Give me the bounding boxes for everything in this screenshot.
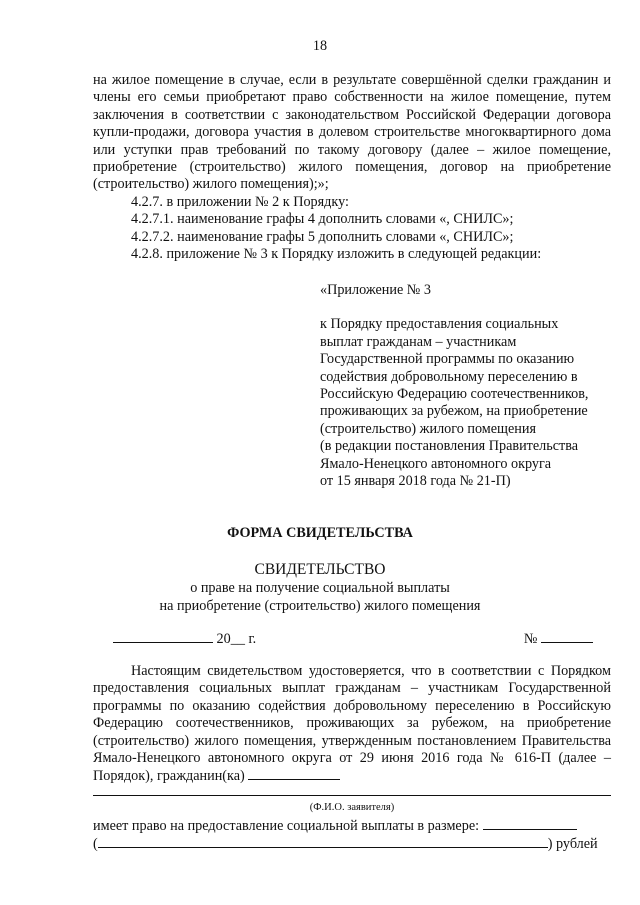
recipient-blank-line [248,767,340,780]
item-4-2-7: 4.2.7. в приложении № 2 к Порядку: [131,193,349,210]
amount-blank-line [483,817,577,830]
item-4-2-7-1: 4.2.7.1. наименование графы 4 дополнить словами «, СНИЛС»; [131,211,514,228]
amount-open-paren: ( [93,836,98,852]
appendix-line: Государственной программы по оказанию [320,351,575,368]
amount-rubles-text: ) рублей [547,836,598,852]
appendix-line: содействия добровольному переселению в [320,368,578,385]
certificate-paragraph-body: Настоящим свидетельством удостоверяется, что в соответствии с Порядком предоставления социальных выплат гражданам – участникам Государственной программы по оказанию содействия добровольному переселению в Российскую Федерацию соотечественников, проживающих за рубежом, на приобретение (строительство) жилого помещения, утвержденным постановлением Правительства Ямало-Ненецкого автономного округа от 29 июня 2016 года № 616-П (далее – Порядок), гражданин(ка) [93,663,611,785]
appendix-line: к Порядку предоставления социальных [320,316,559,333]
appendix-line: (строительство) жилого помещения [320,420,536,437]
appendix-line: от 15 января 2018 года № 21-П) [320,473,511,490]
certificate-subtitle-1: о праве на получение социальной выплаты [190,580,450,597]
date-blank-line [113,630,213,643]
fio-blank-line [93,795,611,796]
amount-line-2 [93,835,611,853]
appendix-line: Российскую Федерацию соотечественников, [320,386,589,403]
number-label: № [523,631,538,647]
certificate-title: СВИДЕТЕЛЬСТВО [254,561,386,578]
amount-line-1 [93,817,611,835]
appendix-header [320,282,620,490]
appendix-line: (в редакции постановления Правительства [320,438,579,455]
page-number: 18 [312,38,328,54]
certificate-number-field [524,630,593,648]
date-year-text: 20__ г. [216,631,257,647]
amount-label: имеет право на предоставление социальной выплаты в размере: [93,818,480,834]
item-4-2-7-2: 4.2.7.2. наименование графы 5 дополнить словами «, СНИЛС»; [131,228,514,245]
body-text-block [93,72,611,263]
amount-block [93,817,611,853]
certificate-paragraph-text [93,663,611,786]
amount-words-blank-line [98,835,548,848]
date-number-row [113,630,593,648]
certificate-heading [0,561,640,615]
fio-caption: (Ф.И.О. заявителя) [309,802,395,813]
intro-paragraph: на жилое помещение в случае, если в результате совершённой сделки гражданин и члены его семьи приобретают право собственности на жилое помещение, путем заключения в соответствии с законодательством Российской Федерации договора купли-продажи, договора участия в долевом строительстве многоквартирного дома или уступки прав требований по такому договору (далее – жилое помещение, приобретение (строительство) жилого помещения, договор на приобретение (строительство) жилого помещения);»; [93,72,611,193]
appendix-line: выплат гражданам – участникам [320,333,517,350]
appendix-line: проживающих за рубежом, на приобретение [320,403,588,420]
item-4-2-8: 4.2.8. приложение № 3 к Порядку изложить в следующей редакции: [131,246,542,263]
appendix-line: Ямало-Ненецкого автономного округа [320,455,552,472]
appendix-heading: «Приложение № 3 [320,282,431,298]
certificate-subtitle-2: на приобретение (строительство) жилого помещения [159,597,481,614]
form-title: ФОРМА СВИДЕТЕЛЬСТВА [227,525,413,541]
certificate-paragraph [93,663,611,786]
number-blank-line [541,630,593,643]
